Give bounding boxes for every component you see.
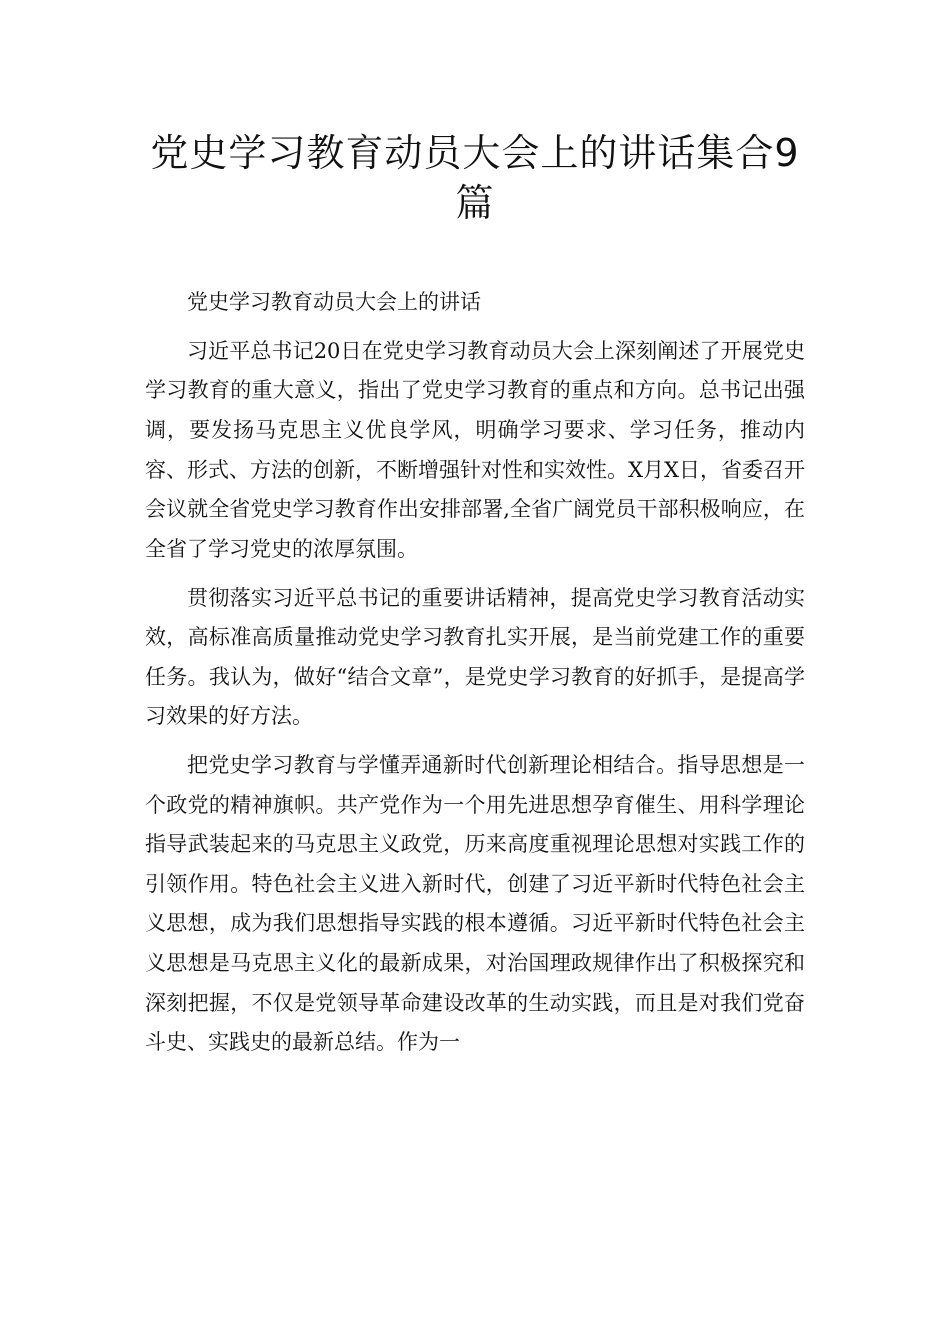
paragraph: 贯彻落实习近平总书记的重要讲话精神，提高党史学习教育活动实效，高标准高质量推动党史学习教育扎实开展，是当前党建工作的重要任务。我认为，做好“结合文章”，是党史学习教育的好抓手，是提高学习效果的好方法。: [145, 585, 805, 729]
section-heading: 党史学习教育动员大会上的讲话: [187, 290, 481, 314]
document-body: [145, 283, 805, 1063]
document-title: 党史学习教育动员大会上的讲话集合9篇: [150, 131, 800, 225]
paragraph: 习近平总书记20日在党史学习教育动员大会上深刻阐述了开展党史学习教育的重大意义，指出了党史学习教育的重点和方向。总书记出强调，要发扬马克思主义优良学风，明确学习要求、学习任务，推动内容、形式、方法的创新，不断增强针对性和实效性。X月X日，省委召开会议就全省党史学习教育作出安排部署,全省广阔党员干部积极响应，在全省了学习党史的浓厚氛围。: [145, 338, 805, 561]
paragraph: 把党史学习教育与学懂弄通新时代创新理论相结合。指导思想是一个政党的精神旗帜。共产党作为一个用先进思想孕育催生、用科学理论指导武装起来的马克思主义政党，历来高度重视理论思想对实践工作的引领作用。特色社会主义进入新时代，创建了习近平新时代特色社会主义思想，成为我们思想指导实践的根本遵循。习近平新时代特色社会主义思想是马克思主义化的最新成果，对治国理政规律作出了积极探究和深刻把握，不仅是党领导革命建设改革的生动实践，而且是对我们党奋斗史、实践史的最新总结。作为一: [145, 753, 805, 1055]
